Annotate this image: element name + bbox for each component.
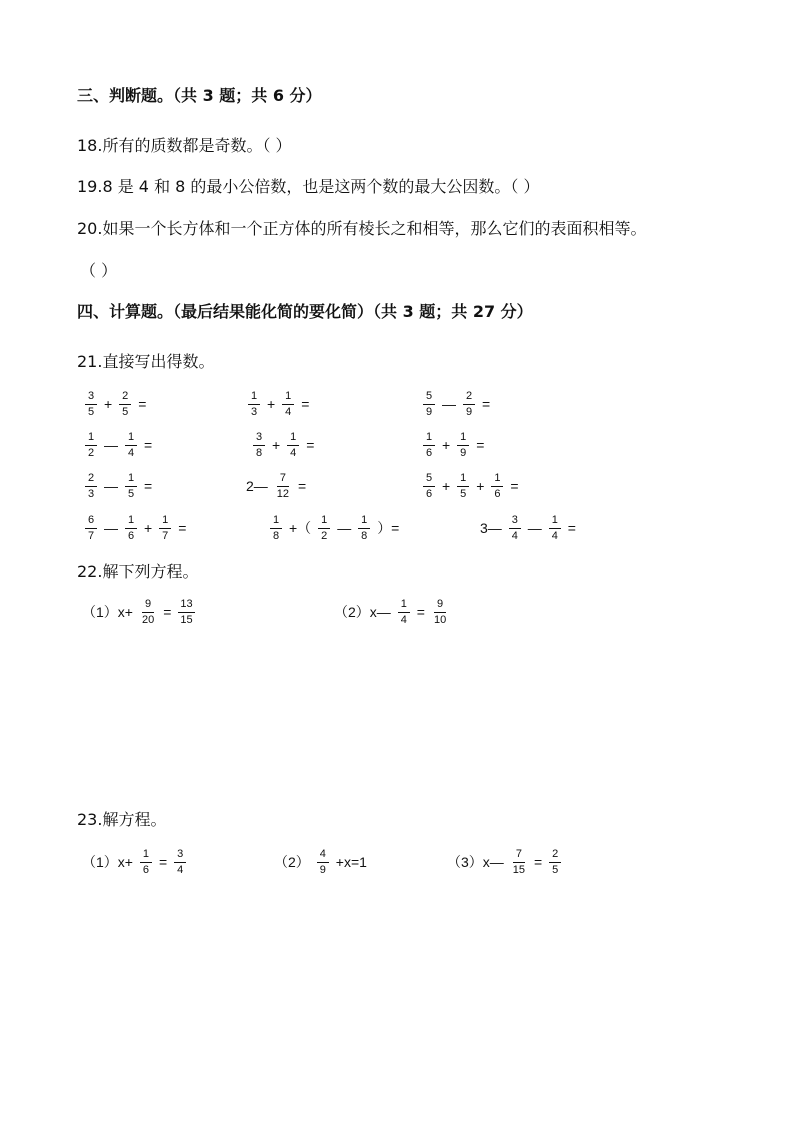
math-operator: ）=: [377, 520, 400, 536]
fraction-denominator: 5: [460, 487, 467, 500]
question-20: 20.如果一个长方体和一个正方体的所有棱长之和相等，那么它们的表面积相等。: [77, 219, 647, 238]
fraction-denominator: 3: [87, 487, 95, 500]
fraction-numerator: 1: [318, 514, 330, 529]
fraction-denominator: 4: [177, 863, 184, 876]
math-operator: =: [138, 396, 147, 412]
fraction: [491, 472, 503, 501]
fraction-denominator: 6: [142, 863, 150, 876]
math-operator: =: [163, 604, 172, 620]
q21-expression: [265, 511, 401, 545]
math-operator: —: [104, 437, 118, 453]
math-operator: =: [144, 437, 153, 453]
fraction: [423, 472, 435, 501]
fraction: [125, 431, 137, 460]
fraction-denominator: 5: [127, 487, 135, 500]
fraction: [140, 598, 156, 627]
q23-equation: [80, 845, 191, 879]
fraction-numerator: 1: [282, 390, 294, 405]
q21-expression: [244, 469, 308, 503]
math-operator: =: [510, 478, 519, 494]
fraction-denominator: 4: [290, 446, 297, 459]
math-operator: =: [144, 478, 153, 494]
math-operator: +: [272, 437, 281, 453]
math-operator: =: [416, 604, 425, 620]
fraction: [125, 472, 137, 501]
fraction: [457, 472, 469, 501]
fraction: [423, 431, 435, 460]
fraction-denominator: 8: [255, 446, 263, 459]
fraction-denominator: 6: [425, 487, 433, 500]
fraction-denominator: 2: [321, 529, 328, 542]
fraction: [463, 390, 475, 419]
fraction-numerator: 5: [423, 390, 435, 405]
section-4-title: 四、计算题。（最后结果能化简的要化简）（共 3 题；共 27 分）: [77, 302, 533, 321]
q22-equation: [80, 595, 200, 629]
fraction-denominator: 9: [425, 405, 433, 418]
fraction-denominator: 9: [465, 405, 473, 418]
question-19: 19.8 是 4 和 8 的最小公倍数，也是这两个数的最大公因数。（ ）: [77, 177, 540, 196]
fraction: [140, 848, 152, 877]
fraction-denominator: 9: [460, 446, 467, 459]
fraction-denominator: 5: [552, 863, 559, 876]
fraction-numerator: 2: [549, 848, 561, 863]
fraction-numerator: 9: [142, 598, 154, 613]
fraction: [275, 472, 291, 501]
fraction-denominator: 20: [141, 613, 155, 626]
math-operator: =: [476, 437, 485, 453]
q21-expression: [418, 428, 486, 462]
fraction-denominator: 6: [425, 446, 433, 459]
fraction: [159, 514, 171, 543]
fraction-denominator: 3: [250, 405, 258, 418]
math-operator: 3—: [480, 520, 502, 536]
math-operator: =: [301, 396, 310, 412]
q22-equation: [332, 595, 453, 629]
fraction: [85, 514, 97, 543]
fraction-denominator: 9: [319, 863, 326, 876]
q21-expression: [248, 428, 316, 462]
fraction: [85, 390, 97, 419]
fraction-denominator: 2: [87, 446, 95, 459]
fraction-denominator: 10: [433, 613, 447, 626]
fraction-denominator: 5: [122, 405, 129, 418]
fraction: [85, 431, 97, 460]
fraction: [253, 431, 265, 460]
fraction-denominator: 7: [162, 529, 169, 542]
q21-expression: [478, 511, 578, 545]
fraction-numerator: 1: [125, 472, 137, 487]
fraction: [282, 390, 294, 419]
fraction-numerator: 1: [140, 848, 152, 863]
question-18: 18.所有的质数都是奇数。（ ）: [77, 136, 292, 155]
fraction-numerator: 1: [85, 431, 97, 446]
fraction: [549, 848, 561, 877]
fraction: [432, 598, 448, 627]
fraction-numerator: 1: [423, 431, 435, 446]
math-operator: +: [104, 396, 113, 412]
section-3-title: 三、判断题。（共 3 题；共 6 分）: [77, 86, 322, 105]
fraction-numerator: 1: [270, 514, 282, 529]
fraction-numerator: 2: [119, 390, 131, 405]
fraction: [318, 514, 330, 543]
math-operator: +: [442, 437, 451, 453]
fraction-denominator: 6: [127, 529, 135, 542]
fraction-denominator: 4: [400, 613, 407, 626]
q21-expression: [80, 469, 154, 503]
fraction-numerator: 1: [491, 472, 503, 487]
fraction-numerator: 5: [423, 472, 435, 487]
math-operator: =: [534, 854, 543, 870]
math-operator: （3）x—: [447, 854, 504, 870]
math-operator: —: [527, 520, 542, 536]
math-operator: =: [298, 478, 307, 494]
fraction: [85, 472, 97, 501]
fraction: [270, 514, 282, 543]
fraction-numerator: 13: [178, 598, 194, 613]
fraction-numerator: 2: [85, 472, 97, 487]
math-operator: —: [337, 520, 352, 536]
math-operator: +: [476, 478, 485, 494]
fraction-denominator: 7: [87, 529, 95, 542]
math-operator: 2—: [246, 478, 268, 494]
fraction-denominator: 12: [276, 487, 290, 500]
math-operator: （1）x+: [82, 854, 133, 870]
fraction-denominator: 8: [272, 529, 280, 542]
math-operator: +（: [289, 520, 312, 536]
q21-expression: [418, 387, 492, 421]
fraction: [317, 848, 329, 877]
q21-expression: [80, 428, 154, 462]
fraction-numerator: 1: [457, 431, 469, 446]
math-operator: =: [178, 520, 187, 536]
math-operator: （2）x—: [334, 604, 391, 620]
fraction-numerator: 1: [398, 598, 410, 613]
math-operator: —: [104, 520, 118, 536]
math-operator: （1）x+: [82, 604, 133, 620]
fraction-numerator: 7: [277, 472, 289, 487]
fraction-numerator: 3: [509, 514, 521, 529]
q23-equation: [272, 845, 369, 879]
fraction-numerator: 1: [457, 472, 469, 487]
fraction-denominator: 8: [361, 529, 368, 542]
fraction-numerator: 7: [513, 848, 525, 863]
fraction: [287, 431, 299, 460]
math-operator: —: [442, 396, 456, 412]
fraction-denominator: 4: [127, 446, 135, 459]
fraction: [248, 390, 260, 419]
fraction: [423, 390, 435, 419]
fraction: [125, 514, 137, 543]
q21-expression: [80, 511, 188, 545]
math-operator: =: [567, 520, 576, 536]
math-operator: +x=1: [335, 854, 367, 870]
math-operator: =: [482, 396, 491, 412]
math-operator: =: [158, 854, 168, 870]
fraction-numerator: 1: [248, 390, 260, 405]
question-21: 21.直接写出得数。: [77, 352, 215, 371]
math-operator: （2）: [274, 854, 310, 870]
fraction: [174, 848, 186, 877]
fraction-numerator: 1: [358, 514, 370, 529]
fraction-denominator: 6: [494, 487, 501, 500]
fraction-numerator: 1: [159, 514, 171, 529]
fraction-denominator: 4: [285, 405, 292, 418]
fraction: [358, 514, 370, 543]
fraction-numerator: 6: [85, 514, 97, 529]
fraction-numerator: 1: [125, 431, 137, 446]
fraction-numerator: 9: [434, 598, 446, 613]
fraction-denominator: 5: [87, 405, 95, 418]
q21-expression: [418, 469, 521, 503]
q21-expression: [243, 387, 311, 421]
fraction-numerator: 2: [463, 390, 475, 405]
fraction: [549, 514, 561, 543]
fraction: [178, 598, 194, 627]
question-23: 23.解方程。: [77, 810, 167, 829]
fraction-numerator: 4: [317, 848, 329, 863]
math-operator: +: [144, 520, 153, 536]
fraction-numerator: 1: [287, 431, 299, 446]
fraction-denominator: 15: [512, 863, 526, 876]
fraction-numerator: 3: [174, 848, 186, 863]
math-operator: —: [104, 478, 118, 494]
fraction-numerator: 3: [253, 431, 265, 446]
fraction: [398, 598, 410, 627]
fraction: [457, 431, 469, 460]
q23-equation: [445, 845, 566, 879]
fraction: [511, 848, 527, 877]
question-22: 22.解下列方程。: [77, 562, 199, 581]
fraction: [509, 514, 521, 543]
fraction-numerator: 3: [85, 390, 97, 405]
question-20-answer-paren: （ ）: [80, 261, 118, 280]
fraction-denominator: 4: [511, 529, 518, 542]
fraction-numerator: 1: [125, 514, 137, 529]
math-operator: =: [306, 437, 315, 453]
q21-expression: [80, 387, 148, 421]
fraction-denominator: 4: [551, 529, 558, 542]
fraction: [119, 390, 131, 419]
fraction-denominator: 15: [180, 613, 193, 626]
math-operator: +: [267, 396, 276, 412]
fraction-numerator: 1: [549, 514, 561, 529]
math-operator: +: [442, 478, 451, 494]
